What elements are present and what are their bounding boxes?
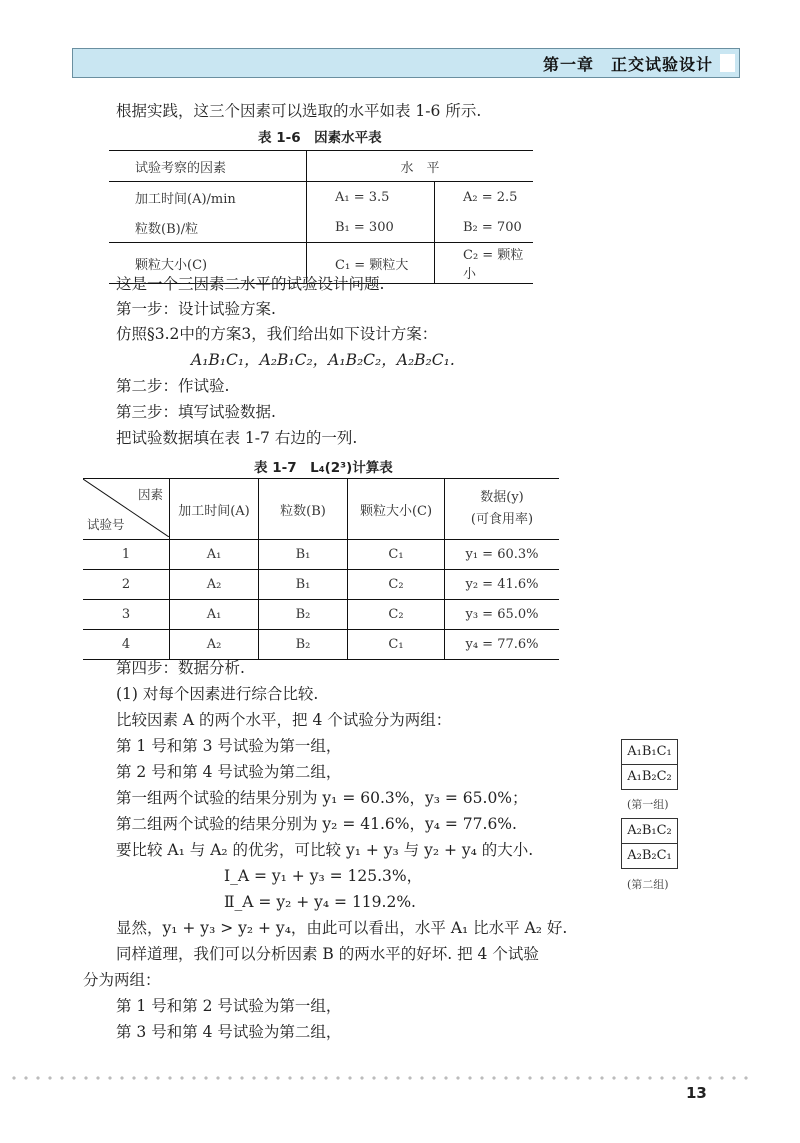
similar-paragraph-line1: 同样道理，我们可以分析因素 B 的两水平的好坏. 把 4 个试验 xyxy=(116,945,539,963)
group2-paragraph: 第 2 号和第 4 号试验为第二组， xyxy=(116,763,342,781)
t17-y-cell: y₄ = 77.6% xyxy=(445,630,560,660)
result2-paragraph: 第二组两个试验的结果分别为 y₂ = 41.6%，y₄ = 77.6%. xyxy=(116,815,517,833)
b-group2-paragraph: 第 3 号和第 4 号试验为第二组， xyxy=(116,1023,342,1041)
table-row xyxy=(83,540,559,570)
table-row xyxy=(83,630,559,660)
problem-paragraph: 这是一个三因素二水平的试验设计问题. xyxy=(116,275,385,293)
side-box-group1 xyxy=(621,739,678,790)
t17-c-cell: C₂ xyxy=(348,600,445,630)
t17-no-cell: 3 xyxy=(83,600,170,630)
t17-no-cell: 1 xyxy=(83,540,170,570)
t17-a-cell: A₁ xyxy=(170,600,259,630)
t17-c-cell: C₁ xyxy=(348,540,445,570)
t17-y-cell: y₃ = 65.0% xyxy=(445,600,560,630)
page-number: 13 xyxy=(686,1084,707,1102)
side-caption-group1: (第一组) xyxy=(627,798,669,811)
t17-b-cell: B₂ xyxy=(259,600,348,630)
intro-paragraph: 根据实践，这三个因素可以选取的水平如表 1-6 所示. xyxy=(116,102,482,120)
side-box-item: A₂B₁C₂ xyxy=(627,823,672,838)
t16-header-level: 水 平 xyxy=(307,151,534,182)
t17-b-cell: B₁ xyxy=(259,570,348,600)
table-row xyxy=(83,600,559,630)
t16-factor-cell: 颗粒大小(C) xyxy=(109,243,307,284)
t16-level1-cell: A₁ = 3.5 xyxy=(307,182,435,213)
t17-c-cell: C₂ xyxy=(348,570,445,600)
t16-level2-cell: A₂ = 2.5 xyxy=(435,182,534,213)
equation-2: Ⅱ_A = y₂ + y₄ = 119.2%. xyxy=(224,893,416,911)
t16-factor-cell: 粒数(B)/粒 xyxy=(135,221,199,237)
chapter-header xyxy=(72,48,740,78)
t17-header-data-line1: 数据(y) xyxy=(480,490,524,505)
t16-factor-cell: 加工时间(A)/min xyxy=(135,191,236,207)
follow-paragraph: 仿照§3.2中的方案3，我们给出如下设计方案： xyxy=(116,325,438,343)
scheme-formula: A₁B₁C₁，A₂B₁C₂，A₁B₂C₂，A₂B₂C₁. xyxy=(191,351,455,369)
t17-header-data-line2: (可食用率) xyxy=(470,512,534,527)
factor-level-table xyxy=(109,150,533,284)
step4-paragraph: 第四步：数据分析. xyxy=(116,659,245,677)
step1-paragraph: 第一步：设计试验方案. xyxy=(116,300,276,318)
t17-b-cell: B₂ xyxy=(259,630,348,660)
t17-a-cell: A₂ xyxy=(170,630,259,660)
t17-no-cell: 4 xyxy=(83,630,170,660)
t17-no-cell: 2 xyxy=(83,570,170,600)
diag-bottom-label: 试验号 xyxy=(87,517,125,532)
group1-paragraph: 第 1 号和第 3 号试验为第一组， xyxy=(116,737,342,755)
t17-a-cell: A₂ xyxy=(170,570,259,600)
side-box-item: A₂B₂C₁ xyxy=(622,843,677,868)
header-square-decoration xyxy=(720,54,735,72)
footer-dotted-rule xyxy=(8,1076,748,1080)
step2-paragraph: 第二步：作试验. xyxy=(116,377,230,395)
t16-level2-cell: C₂ = 颗粒小 xyxy=(435,243,534,284)
t17-c-cell: C₁ xyxy=(348,630,445,660)
table-row xyxy=(109,182,533,213)
t17-y-cell: y₁ = 60.3% xyxy=(445,540,560,570)
similar-paragraph-line2: 分为两组： xyxy=(83,971,161,989)
compare-sum-paragraph: 要比较 A₁ 与 A₂ 的优劣，可比较 y₁ + y₃ 与 y₂ + y₄ 的大小. xyxy=(116,841,534,859)
side-box-group2 xyxy=(621,818,678,869)
diagonal-header-cell xyxy=(83,479,170,540)
t17-header-data xyxy=(445,479,560,540)
t17-y-cell: y₂ = 41.6% xyxy=(445,570,560,600)
chapter-title: 第一章 正交试验设计 xyxy=(542,55,713,74)
result1-paragraph: 第一组两个试验的结果分别为 y₁ = 60.3%，y₃ = 65.0%； xyxy=(116,789,528,807)
t16-level2-cell: B₂ = 700 xyxy=(435,212,534,243)
side-box-item: A₁B₂C₂ xyxy=(622,764,677,789)
table-row xyxy=(83,570,559,600)
t16-level1-cell: C₁ = 颗粒大 xyxy=(307,243,435,284)
t17-header-c: 颗粒大小(C) xyxy=(348,479,445,540)
fill-paragraph: 把试验数据填在表 1-7 右边的一列. xyxy=(116,429,358,447)
conclusion-paragraph: 显然，y₁ + y₃ > y₂ + y₄，由此可以看出，水平 A₁ 比水平 A₂ 好. xyxy=(116,919,568,937)
t17-b-cell: B₁ xyxy=(259,540,348,570)
step3-paragraph: 第三步：填写试验数据. xyxy=(116,403,276,421)
t17-a-cell: A₁ xyxy=(170,540,259,570)
l4-calculation-table xyxy=(83,478,559,660)
compare-paragraph: (1) 对每个因素进行综合比较. xyxy=(116,685,319,703)
t17-header-a: 加工时间(A) xyxy=(170,479,259,540)
t16-level1-cell: B₁ = 300 xyxy=(307,212,435,243)
table-row xyxy=(109,212,533,243)
table17-caption: 表 1-7 L₄(2³)计算表 xyxy=(254,460,393,476)
compare-a-paragraph: 比较因素 A 的两个水平，把 4 个试验分为两组： xyxy=(116,711,452,729)
table16-caption: 表 1-6 因素水平表 xyxy=(258,130,382,146)
diag-top-label: 因素 xyxy=(137,487,163,502)
t16-header-factor: 试验考察的因素 xyxy=(109,151,307,182)
side-caption-group2: (第二组) xyxy=(627,878,669,891)
side-box-item: A₁B₁C₁ xyxy=(627,744,672,759)
t17-header-b: 粒数(B) xyxy=(259,479,348,540)
equation-1: Ⅰ_A = y₁ + y₃ = 125.3%， xyxy=(224,867,423,885)
b-group1-paragraph: 第 1 号和第 2 号试验为第一组， xyxy=(116,997,342,1015)
